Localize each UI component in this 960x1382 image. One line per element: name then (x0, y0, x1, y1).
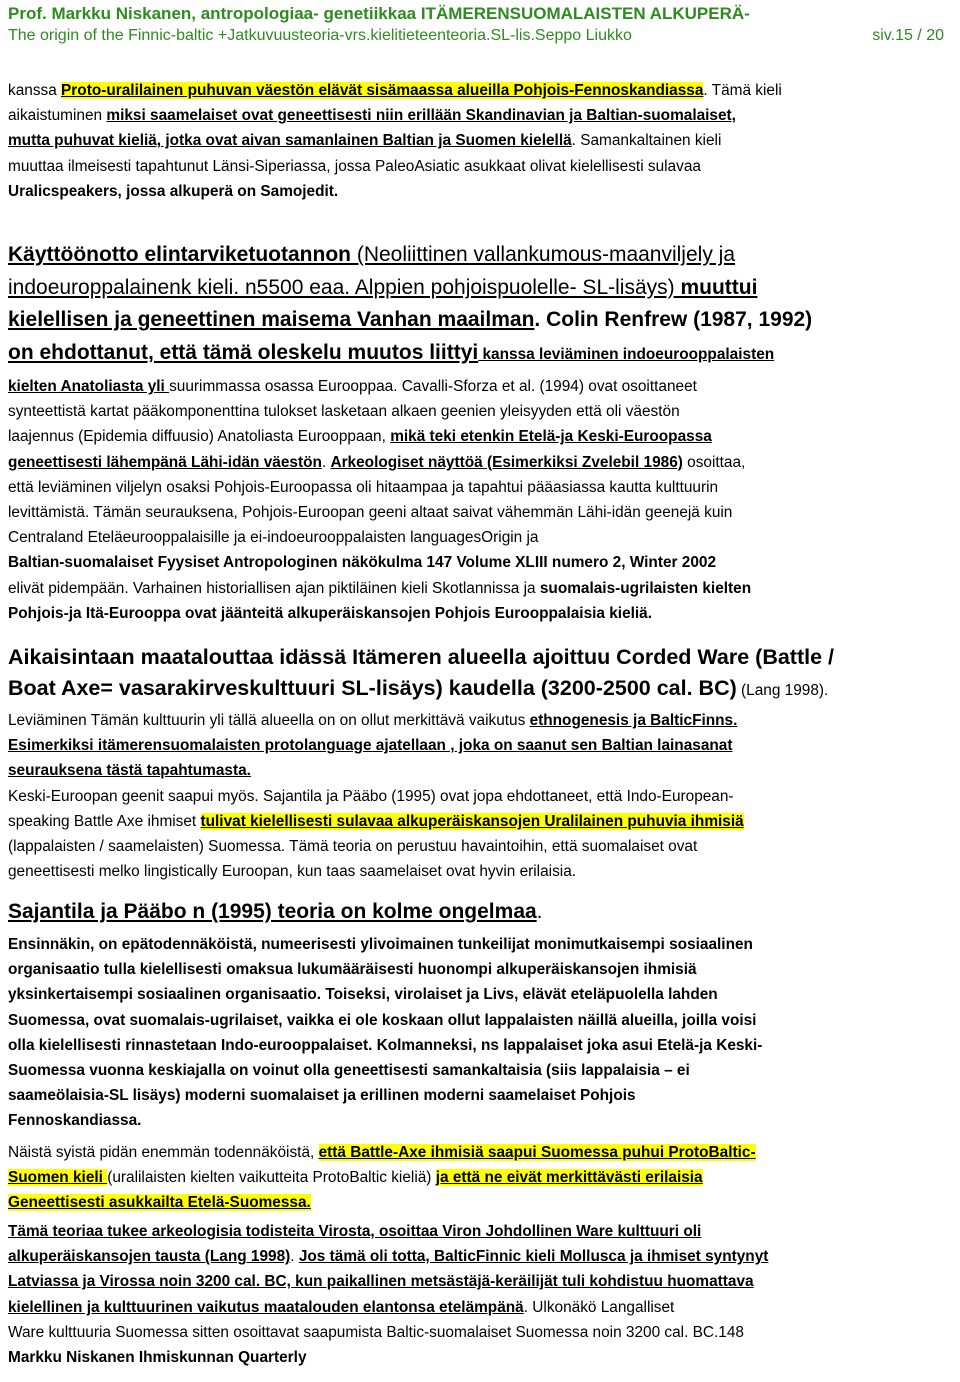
text-line: organisaatio tulla kielellisesti omaksua lukumääräisesti huonompi alkuperäiskansojen ihmisiä (8, 961, 697, 979)
underlined-text: Esimerkiksi itämerensuomalaisten protolanguage ajatellaan , joka on saanut sen Baltian lainasanat (8, 737, 733, 755)
highlighted-text: tulivat kielellisesti sulavaa alkuperäiskansojen Uralilainen puhuvia ihmisiä (200, 812, 744, 830)
header-subtitle (8, 27, 948, 45)
paragraph-2-body (8, 374, 954, 626)
bold-text: Aikaisintaan maatalouttaa idässä Itämeren alueella ajoittuu Corded Ware (Battle / (8, 645, 834, 669)
underlined-text: seurauksena tästä tapahtumasta. (8, 762, 251, 780)
text-run: (uralilaisten kielten vaikutteita ProtoBaltic kieliä) (107, 1169, 436, 1187)
underlined-text: Tämä teoriaa tukee arkeologisia todisteita Virosta, osoittaa Viron Johdollinen Ware kulttuuri oli (8, 1223, 702, 1240)
bold-text: Markku Niskanen Ihmiskunnan Quarterly (8, 1349, 307, 1367)
text-run: Näistä syistä pidän enemmän todennäköistä, (8, 1144, 319, 1161)
text-run: että leviäminen viljelyn osaksi Pohjois-Euroopassa oli hitaampaa ja tapahtui pääasiassa kautta kulttuurin (8, 478, 719, 496)
text-run: . Samankaltainen kieli (571, 132, 722, 150)
underlined-text: Arkeologiset näyttöä (Esimerkiksi Zvelebil 1986) (330, 453, 683, 471)
text-run: . (290, 1248, 299, 1266)
text-line: olla kielellisesti rinnastetaan Indo-eurooppalaiset. Kolmanneksi, ns lappalaiset joka asui Etelä-ja Keski- (8, 1036, 763, 1054)
paragraph-6 (8, 1140, 954, 1216)
text-line: yksinkertaisempi sosiaalinen organisaatio. Toiseksi, virolaiset ja Livs, elävät eteläpuolella lahden (8, 986, 718, 1004)
highlighted-text: ja että ne eivät merkittävästi erilaisia (435, 1169, 703, 1187)
text-run: Ware kulttuuria Suomessa sitten osoittavat saapumista Baltic-suomalaiset Suomessa noin 3200 cal. BC.148 (8, 1323, 744, 1341)
text-run: osoittaa, (682, 453, 746, 471)
underlined-text: (Neoliittinen vallankumous-maanviljely ja (351, 243, 735, 266)
text-run: muuttaa ilmeisesti tapahtunut Länsi-Siperiassa, jossa PaleoAsiatic asukkaat olivat kielellisesti sulavaa (8, 157, 701, 175)
paragraph-5 (8, 932, 954, 1134)
text-line: Fennoskandiassa. (8, 1112, 142, 1130)
text-run: Centraland Eteläeurooppalaisille ja ei-indoeurooppalaisten languagesOrigin ja (8, 529, 539, 547)
text-run: levittämistä. Tämän seurauksena, Pohjois-Euroopan geeni altaat saivat vähemmän Lähi-idän geenejä kuin (8, 504, 733, 522)
underlined-text: Jos tämä oli totta, BalticFinnic kieli Mollusca ja ihmiset syntynyt (298, 1248, 769, 1266)
text-run: suurimmassa osassa Eurooppaa. Cavalli-Sforza et al. (1994) ovat osoittaneet (169, 378, 697, 395)
text-run: . Tämä kieli (703, 82, 782, 99)
text-line: Ensinnäkin, on epätodennäköistä, numeerisesti ylivoimainen tunkeilijat monimutkaisempi sosiaalinen (8, 936, 753, 953)
text-run: . Ulkonäkö Langalliset (523, 1298, 675, 1316)
underlined-text: Latviassa ja Virossa noin 3200 cal. BC, kun paikallinen metsästäjä-keräilijät tuli kohdistuu huomattava (8, 1273, 754, 1291)
underlined-text: on ehdottanut, että tämä oleskelu muutos liittyi (8, 340, 479, 364)
highlighted-text: Suomen kieli (8, 1169, 108, 1187)
underlined-text: indoeuroppalainenk kieli. n5500 eaa. Alppien pohjoispuolelle- SL-lisäys) (8, 275, 681, 299)
text-run: geneettisesti melko lingistically Euroopan, kun taas saamelaiset ovat hyvin erilaisia. (8, 863, 577, 881)
underlined-text: Sajantila ja Pääbo n (1995) teoria on kolme ongelmaa (8, 900, 537, 923)
text-run: (lappalaisten / saamelaisten) Suomessa. Tämä teoria on perustuu havaintoihin, että suomalaiset ovat (8, 838, 698, 856)
bold-text: suomalais-ugrilaisten kielten (539, 579, 752, 597)
header-subtitle-text: The origin of the Finnic-baltic +Jatkuvuusteoria-vrs.kielitieteenteoria.SL-lis.Seppo Liukko (8, 27, 632, 44)
highlighted-text: Geneettisesti asukkailta Etelä-Suomessa. (8, 1194, 311, 1212)
text-run: . (536, 900, 543, 923)
text-line: Suomessa, ovat suomalais-ugrilaiset, vaikka ei ole koskaan ollut lappalaisten näillä alueilla, joilla voisi (8, 1011, 757, 1029)
text-run: elivät pidempään. Varhainen historiallisen ajan piktiläinen kieli Skotlannissa ja (8, 579, 540, 597)
text-run: (Lang 1998). (736, 682, 829, 699)
section-heading (8, 896, 954, 928)
text-run: . (321, 453, 331, 471)
text-run: synteettistä kartat pääkomponenttina tulokset lasketaan alkaen geenien yleisyyden että oli väestön (8, 403, 680, 421)
underlined-text: mikä teki etenkin Etelä-ja Keski-Euroopassa (390, 428, 712, 446)
paragraph-3-lead (8, 642, 954, 706)
paragraph-1 (8, 78, 954, 204)
text-line: saameölaisia-SL lisäys) moderni suomalaiset ja erillinen moderni saamelaiset Pohjois (8, 1087, 636, 1105)
header-title: Prof. Markku Niskanen, antropologiaa- genetiikkaa ITÄMERENSUOMALAISTEN ALKUPERÄ- (8, 4, 750, 23)
underlined-text: geneettisesti lähempänä Lähi-idän väestön (8, 453, 322, 471)
underlined-text: kielellinen ja kulttuurinen vaikutus maatalouden elantonsa etelämpänä (8, 1298, 524, 1316)
highlighted-text: Proto-uralilainen puhuvan väestön elävät sisämaassa alueilla Pohjois-Fennoskandiassa (61, 82, 704, 99)
bold-text: Baltian-suomalaiset Fyysiset Antropologinen näkökulma 147 Volume XLIII numero 2, Winter 2002 (8, 554, 717, 572)
text-run: speaking Battle Axe ihmiset (8, 812, 201, 830)
underlined-text: muuttui (680, 275, 758, 299)
underlined-text: alkuperäiskansojen tausta (Lang 1998) (8, 1248, 291, 1266)
underlined-text: miksi saamelaiset ovat geneettisesti niin erillään Skandinavian ja Baltian-suomalaiset, (106, 107, 736, 125)
page-number: siv.15 / 20 (872, 27, 944, 44)
underlined-text: ethnogenesis ja BalticFinns. (529, 712, 738, 729)
paragraph-2-lead (8, 239, 954, 371)
underlined-text: kanssa leviäminen indoeurooppalaisten (478, 345, 775, 363)
bold-text: Uralicspeakers, jossa alkuperä on Samojedit. (8, 182, 339, 200)
highlighted-text: että Battle-Axe ihmisiä saapui Suomessa puhui ProtoBaltic- (318, 1144, 756, 1161)
bold-text: Pohjois-ja Itä-Eurooppa ovat jäänteitä alkuperäiskansojen Pohjois Eurooppalaisia kieliä. (8, 604, 653, 622)
bold-text: . Colin Renfrew (1987, 1992) (534, 308, 813, 332)
paragraph-3-body (8, 708, 954, 884)
text-run: Keski-Euroopan geenit saapui myös. Sajantila ja Pääbo (1995) ovat jopa ehdottaneet, että Indo-European- (8, 787, 734, 805)
underlined-text: mutta puhuvat kieliä, jotka ovat aivan samanlainen Baltian ja Suomen kielellä (8, 132, 572, 150)
text-run: aikaistuminen (8, 107, 107, 125)
bold-text: Boat Axe= vasarakirveskulttuuri SL-lisäys) kaudella (3200-2500 cal. BC) (8, 676, 737, 700)
text-run: laajennus (Epidemia diffuusio) Anatoliasta Eurooppaan, (8, 428, 391, 446)
text-line: Suomessa vuonna keskiajalla on voinut olla geneettisesti samankaltaisia (siis lappalaisia – ei (8, 1062, 690, 1080)
underlined-text: kielten Anatoliasta yli (8, 378, 170, 395)
text-run: Leviäminen Tämän kulttuurin yli tällä alueella on on ollut merkittävä vaikutus (8, 712, 530, 729)
underlined-text: Käyttöönotto elintarviketuotannon (8, 243, 351, 266)
paragraph-7 (8, 1219, 954, 1370)
underlined-text: kielellisen ja geneettinen maisema Vanhan maailman (8, 308, 535, 332)
text-run: kanssa (8, 82, 62, 99)
